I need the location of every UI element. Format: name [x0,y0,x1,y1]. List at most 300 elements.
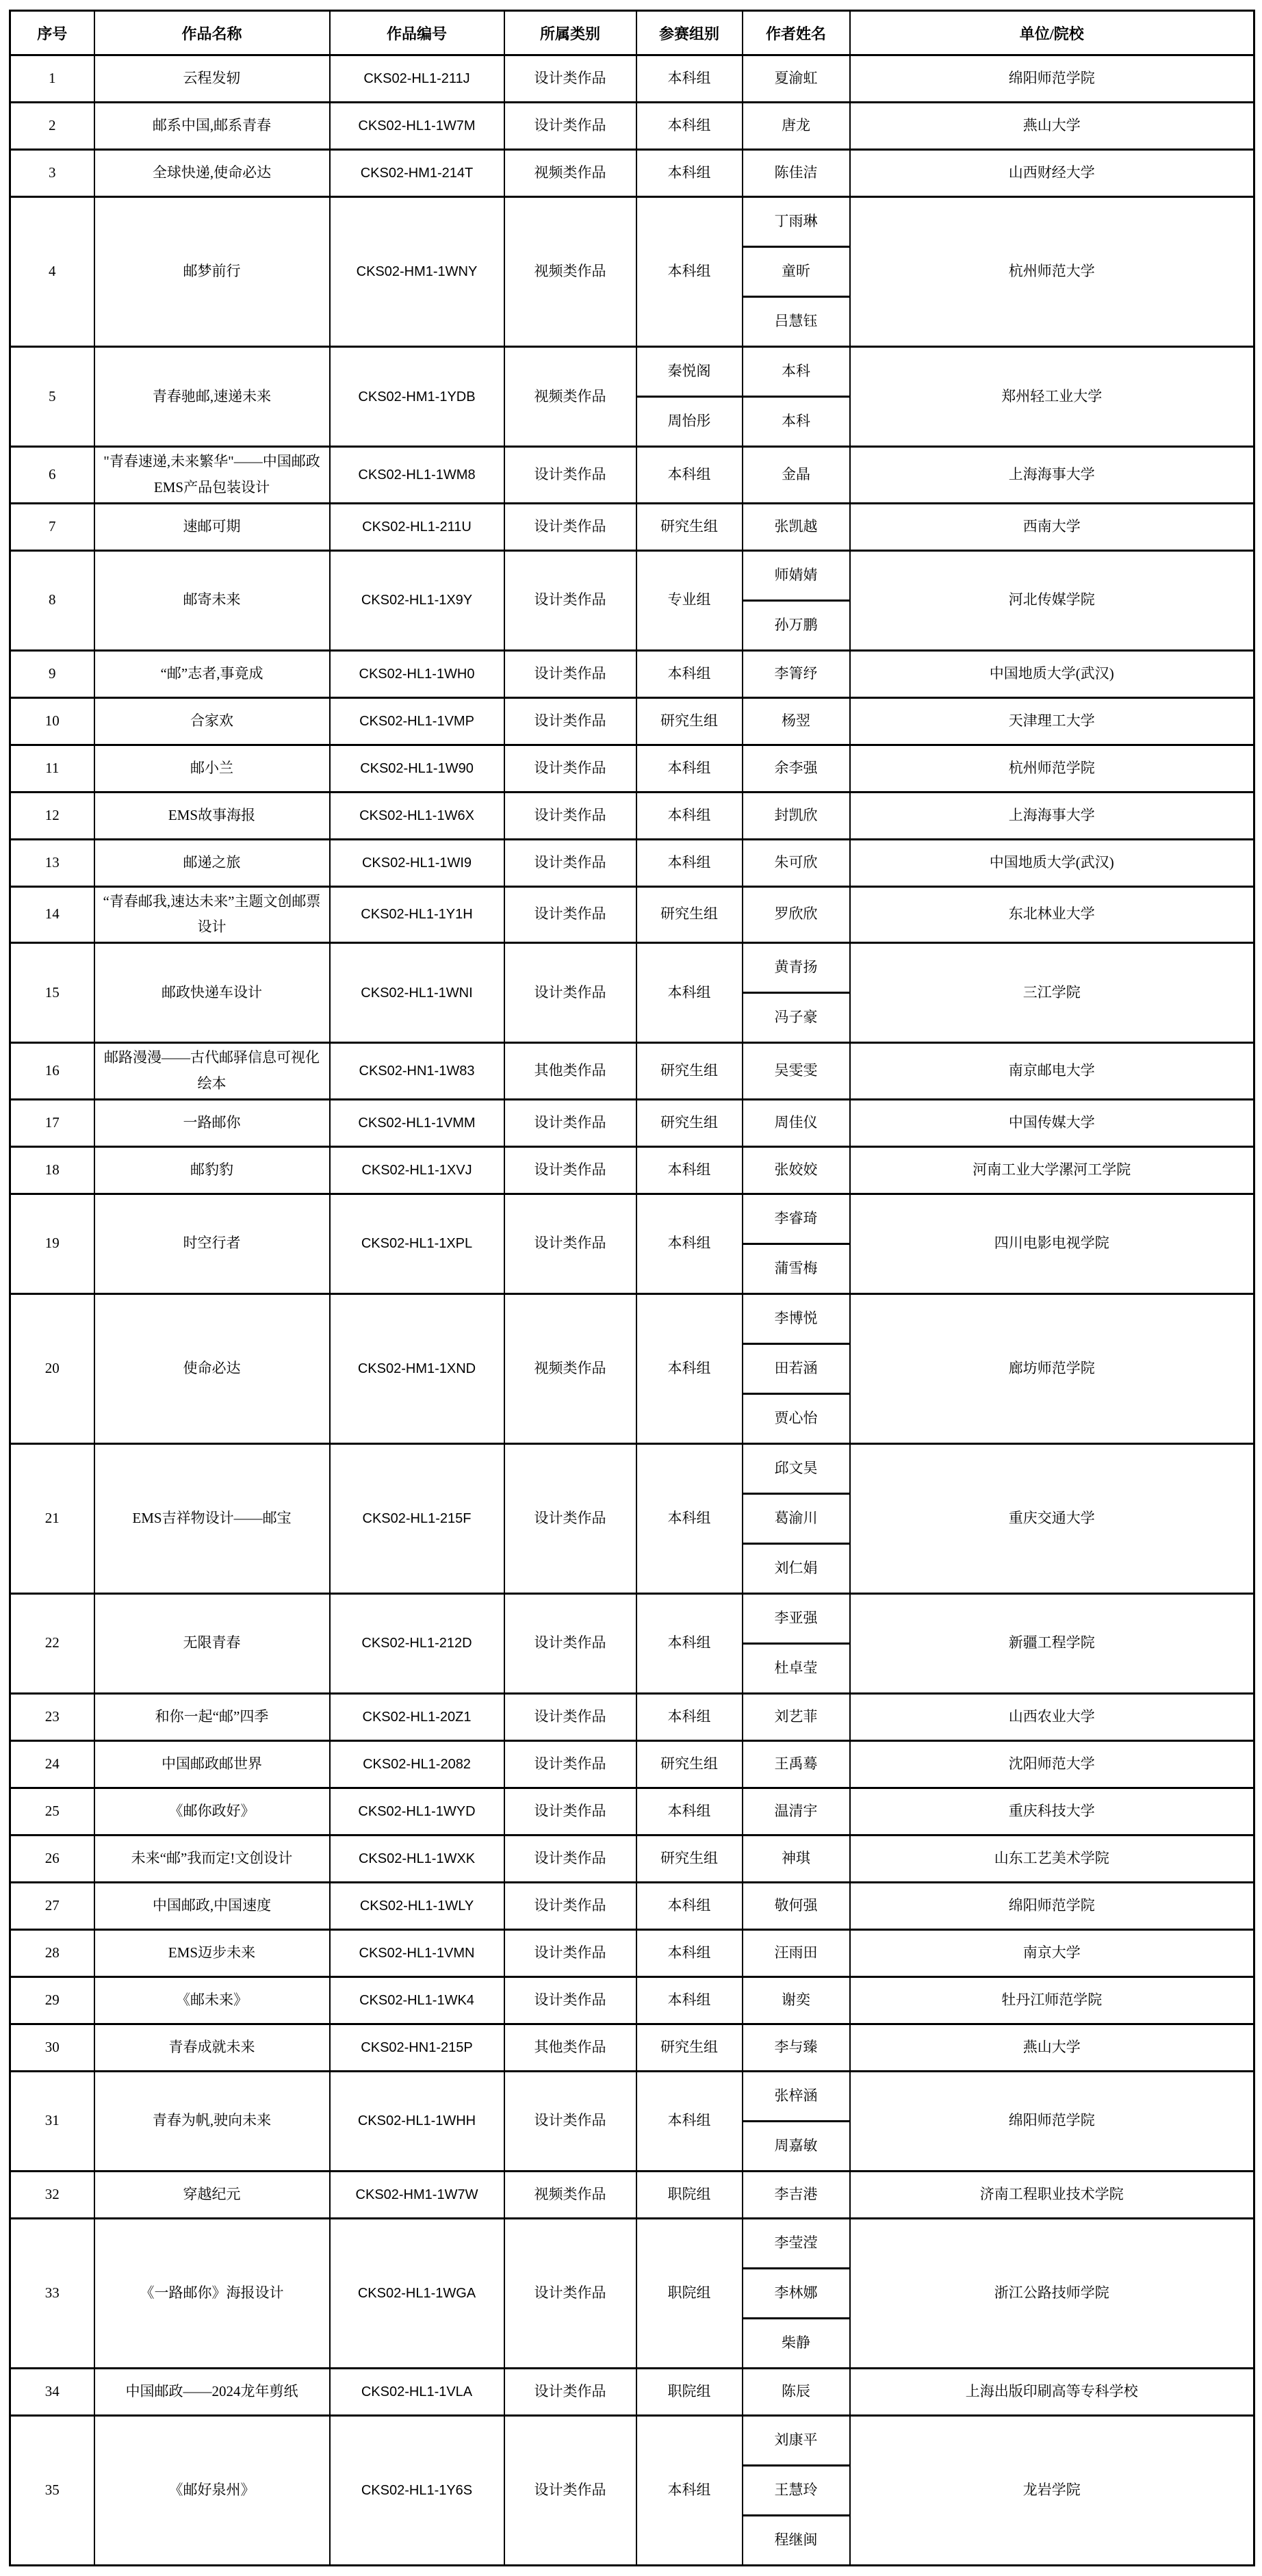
cell-group [636,1146,743,1194]
cell-category [504,943,636,1043]
table-row [10,1882,1254,1929]
cell-authors-text: 汪雨田 [774,1944,818,1961]
cell-title [94,943,330,1043]
table-body [10,55,1254,2566]
author-name: 周嘉敏 [743,2120,849,2170]
cell-authors [743,697,850,745]
cell-no [10,1043,94,1100]
cell-no [10,650,94,697]
cell-group-text: 本科组 [667,806,711,823]
cell-code [330,1593,504,1693]
cell-title-text: 未来“邮”我而定!文创设计 [131,1849,293,1866]
cell-institution-text: 绵阳师范学院 [1008,70,1095,87]
cell-authors [743,1443,850,1593]
cell-category [504,2368,636,2415]
table-row [10,550,1254,650]
author-name: 李莹滢 [774,2234,818,2251]
cell-title [94,1293,330,1443]
cell-no-text: 6 [49,465,56,482]
cell-title-text: 《一路邮你》海报设计 [140,2284,284,2301]
cell-title [94,792,330,839]
cell-category [504,1146,636,1194]
cell-authors-text: 陈佳洁 [774,164,818,181]
cell-authors-text: 杨翌 [782,712,810,729]
cell-category-text: 设计类作品 [534,2382,606,2399]
column-header-title: 作品名称 [94,11,330,55]
cell-institution [850,1693,1254,1740]
cell-institution [850,347,1254,447]
column-header-code: 作品编号 [330,11,504,55]
cell-category-text: 设计类作品 [534,517,606,534]
cell-institution [850,1194,1254,1293]
cell-code-text: CKS02-HL1-1WXK [358,1851,476,1866]
cell-title [94,886,330,943]
cell-authors-text: 谢奕 [782,1991,810,2008]
author-name: 李睿琦 [774,1209,818,1226]
cell-title [94,1929,330,1976]
cell-institution-text: 新疆工程学院 [1008,1634,1095,1651]
cell-code [330,550,504,650]
cell-category-text: 设计类作品 [534,591,606,608]
cell-title [94,1593,330,1693]
cell-title [94,1882,330,1929]
cell-code [330,2218,504,2368]
cell-authors-text: 李箐纾 [774,665,818,682]
cell-group [636,697,743,745]
cell-title-text: 邮寄未来 [183,591,241,608]
table-row [10,2368,1254,2415]
cell-no [10,1593,94,1693]
cell-title-text: EMS迈步未来 [168,1944,256,1961]
cell-authors-text: 金晶 [782,465,810,482]
cell-group [636,1929,743,1976]
cell-authors [743,2368,850,2415]
cell-title [94,1043,330,1100]
author-name: 冯子豪 [743,992,849,1042]
cell-category [504,503,636,550]
cell-no-text: 7 [49,517,56,534]
cell-group-text: 本科组 [667,465,711,482]
cell-group-text: 研究生组 [660,1062,718,1079]
table-row [10,55,1254,103]
cell-title-text: 云程发轫 [183,70,241,87]
cell-code [330,2415,504,2565]
cell-group-text: 本科组 [667,117,711,134]
cell-title [94,2218,330,2368]
cell-code-text: CKS02-HL1-211J [363,71,470,86]
cell-group-text: 本科组 [667,164,711,181]
group-entry: 周怡彤 [637,396,742,446]
cell-title-text: "青春速递,未来繁华"——中国邮政EMS产品包装设计 [103,453,320,495]
table-row [10,1293,1254,1443]
cell-category [504,1194,636,1293]
cell-code-text: CKS02-HL1-1W90 [360,760,474,776]
cell-no [10,1788,94,1835]
cell-no-text: 30 [44,2038,60,2055]
cell-group-text: 职院组 [667,2185,711,2202]
cell-title-text: 邮梦前行 [183,263,241,280]
cell-no [10,2368,94,2415]
cell-group [636,2368,743,2415]
cell-group-text: 本科组 [667,1235,711,1252]
cell-authors [743,839,850,886]
cell-institution-text: 廊坊师范学院 [1008,1359,1095,1376]
cell-code-text: CKS02-HL1-1WYD [358,1803,476,1819]
cell-authors [743,943,850,1043]
cell-institution [850,103,1254,150]
cell-title-text: 邮路漫漫——古代邮驿信息可视化绘本 [104,1049,320,1092]
cell-group-text: 本科组 [667,759,711,776]
cell-title-text: 合家欢 [190,712,233,729]
cell-institution [850,1929,1254,1976]
author-name: 程继闽 [743,2514,849,2564]
cell-category-text: 设计类作品 [534,1161,606,1178]
cell-no-text: 11 [45,759,60,776]
cell-no [10,503,94,550]
cell-title [94,55,330,103]
cell-authors [743,503,850,550]
cell-code-text: CKS02-HL1-1W6X [359,808,474,823]
cell-no-text: 25 [44,1802,60,1819]
cell-authors [743,1146,850,1194]
cell-group [636,550,743,650]
cell-code-text: CKS02-HL1-1WGA [357,2285,476,2301]
cell-category [504,1693,636,1740]
cell-category [504,197,636,347]
cell-category-text: 设计类作品 [534,70,606,87]
cell-title [94,503,330,550]
cell-no-text: 17 [44,1113,60,1131]
cell-code-text: CKS02-HL1-1VMN [359,1945,475,1961]
table-row [10,2024,1254,2071]
cell-code [330,1194,504,1293]
cell-category [504,150,636,197]
cell-no-text: 4 [49,263,56,280]
cell-title-text: 《邮你政好》 [168,1802,255,1819]
cell-title-text: 青春成就未来 [168,2038,255,2055]
cell-code-text: CKS02-HL1-1VLA [361,2384,473,2399]
cell-no-text: 3 [49,164,56,181]
cell-group-text: 本科组 [667,1944,711,1961]
cell-title [94,447,330,504]
author-name: 李亚强 [774,1609,818,1626]
cell-group [636,2415,743,2565]
cell-code [330,1099,504,1146]
cell-code [330,943,504,1043]
cell-category-text: 其他类作品 [534,2038,606,2055]
cell-category [504,839,636,886]
cell-group-text: 本科组 [667,1634,711,1651]
cell-authors [743,1043,850,1100]
table-row [10,1976,1254,2024]
cell-group-text: 本科组 [667,1509,711,1526]
cell-title-text: 邮递之旅 [183,853,241,871]
table-row [10,1099,1254,1146]
cell-no-text: 20 [44,1359,60,1376]
cell-no-text: 32 [44,2185,60,2202]
author-name: 王慧玲 [743,2464,849,2514]
cell-institution [850,55,1254,103]
cell-no [10,2171,94,2218]
cell-code [330,347,504,447]
cell-code [330,650,504,697]
cell-code-text: CKS02-HL1-1Y1H [361,907,473,923]
table-row [10,347,1254,447]
cell-category-text: 设计类作品 [534,759,606,776]
cell-group-text: 本科组 [667,1802,711,1819]
cell-title-text: EMS故事海报 [168,806,256,823]
cell-category [504,550,636,650]
table-row [10,197,1254,347]
cell-authors [743,1593,850,1693]
cell-authors [743,1693,850,1740]
cell-category [504,1835,636,1882]
cell-authors [743,347,850,447]
cell-no [10,2218,94,2368]
cell-authors [743,2171,850,2218]
cell-category [504,447,636,504]
cell-group [636,2024,743,2071]
cell-institution-text: 东北林业大学 [1008,905,1095,923]
cell-title [94,197,330,347]
cell-institution-text: 山东工艺美术学院 [994,1849,1109,1866]
cell-category [504,1043,636,1100]
cell-category-text: 设计类作品 [534,1509,606,1526]
cell-title-text: 邮小兰 [190,759,233,776]
author-name: 本科 [743,396,849,446]
cell-no-text: 13 [44,853,60,871]
cell-no [10,886,94,943]
cell-institution [850,792,1254,839]
cell-group [636,197,743,347]
cell-institution-text: 燕山大学 [1022,2038,1081,2055]
cell-no [10,1976,94,2024]
cell-title [94,745,330,792]
cell-title [94,150,330,197]
cell-code [330,697,504,745]
cell-institution-text: 三江学院 [1022,983,1081,1001]
cell-title [94,697,330,745]
cell-no [10,197,94,347]
cell-no [10,697,94,745]
cell-institution [850,886,1254,943]
cell-authors [743,103,850,150]
cell-code-text: CKS02-HL1-1WM8 [358,467,476,482]
cell-institution [850,1043,1254,1100]
cell-institution-text: 重庆科技大学 [1008,1802,1095,1819]
table-header [10,11,1254,55]
cell-authors [743,1740,850,1788]
cell-title [94,2071,330,2171]
cell-title-text: 速邮可期 [183,517,241,534]
cell-code-text: CKS02-HL1-1Y6S [361,2482,473,2498]
cell-institution [850,1443,1254,1593]
cell-code-text: CKS02-HL1-1XPL [361,1236,473,1252]
cell-authors [743,1194,850,1293]
cell-no [10,943,94,1043]
cell-institution-text: 浙江公路技师学院 [994,2284,1109,2301]
table-row [10,2218,1254,2368]
cell-category-text: 设计类作品 [534,1944,606,1961]
author-name: 柴静 [743,2317,849,2367]
cell-code [330,1788,504,1835]
cell-authors [743,2415,850,2565]
cell-group [636,1194,743,1293]
cell-code [330,150,504,197]
cell-code-text: CKS02-HM1-1YDB [358,389,476,404]
cell-authors-text: 罗欣欣 [774,905,818,923]
cell-group-text: 本科组 [667,665,711,682]
cell-code-text: CKS02-HL1-1W7M [358,118,476,133]
cell-institution [850,745,1254,792]
cell-category-text: 设计类作品 [534,1235,606,1252]
cell-no-text: 10 [44,712,60,729]
cell-authors [743,447,850,504]
cell-title [94,1194,330,1293]
cell-category [504,1293,636,1443]
cell-title-text: 《邮未来》 [176,1991,248,2008]
cell-institution [850,197,1254,347]
cell-group-text: 本科组 [667,70,711,87]
cell-no [10,792,94,839]
cell-group-text: 本科组 [667,2481,711,2498]
cell-group [636,55,743,103]
cell-code-text: CKS02-HL1-1X9Y [361,593,473,608]
cell-title [94,1693,330,1740]
cell-institution [850,2368,1254,2415]
cell-institution [850,2171,1254,2218]
cell-authors [743,1835,850,1882]
cell-code [330,197,504,347]
cell-no-text: 19 [44,1235,60,1252]
cell-institution-text: 上海海事大学 [1008,465,1095,482]
cell-title [94,1099,330,1146]
cell-institution [850,1835,1254,1882]
cell-institution-text: 河南工业大学漯河工学院 [973,1161,1131,1178]
table-row [10,2071,1254,2171]
cell-institution [850,1146,1254,1194]
cell-category [504,745,636,792]
cell-title-text: 青春为帆,驶向未来 [152,2112,272,2129]
table-row [10,1693,1254,1740]
cell-group-text: 本科组 [667,1359,711,1376]
cell-title-text: 邮豹豹 [190,1161,233,1178]
cell-group-text: 本科组 [667,1991,711,2008]
cell-title-text: 全球快递,使命必达 [152,164,272,181]
cell-institution-text: 南京大学 [1022,1944,1081,1961]
cell-authors [743,2218,850,2368]
cell-no [10,1443,94,1593]
cell-group [636,2071,743,2171]
cell-category-text: 设计类作品 [534,1755,606,1772]
cell-group [636,1099,743,1146]
cell-code [330,1043,504,1100]
cell-code [330,503,504,550]
cell-no-text: 27 [44,1896,60,1914]
author-name: 丁雨琳 [774,213,818,230]
cell-institution-text: 中国地质大学(武汉) [989,665,1114,682]
cell-code-text: CKS02-HL1-1WLY [359,1898,474,1914]
cell-no-text: 8 [49,591,56,608]
column-header-category: 所属类别 [504,11,636,55]
cell-code [330,1443,504,1593]
cell-category [504,2171,636,2218]
cell-title [94,1976,330,2024]
cell-no-text: 29 [44,1991,60,2008]
table-row [10,1788,1254,1835]
table-row [10,745,1254,792]
cell-title [94,2368,330,2415]
cell-institution-text: 山西财经大学 [1008,164,1095,181]
cell-code-text: CKS02-HL1-1VMM [358,1115,476,1131]
cell-authors [743,55,850,103]
cell-authors [743,1099,850,1146]
cell-institution [850,650,1254,697]
cell-category-text: 视频类作品 [534,2185,606,2202]
cell-category-text: 设计类作品 [534,1708,606,1725]
cell-authors [743,1788,850,1835]
cell-institution [850,943,1254,1043]
cell-no-text: 18 [44,1161,60,1178]
cell-no [10,1835,94,1882]
cell-group [636,745,743,792]
cell-authors-text: 陈辰 [782,2382,810,2399]
table-row [10,1194,1254,1293]
cell-no-text: 35 [44,2481,60,2498]
cell-category-text: 设计类作品 [534,1634,606,1651]
cell-no-text: 34 [44,2382,60,2399]
cell-group [636,1593,743,1693]
cell-institution [850,2024,1254,2071]
cell-group-text: 本科组 [667,1708,711,1725]
table-row [10,839,1254,886]
cell-no [10,2415,94,2565]
cell-title-text: 一路邮你 [183,1113,241,1131]
cell-code [330,2071,504,2171]
cell-group [636,347,743,447]
cell-group-text: 本科组 [667,1161,711,1178]
cell-category [504,886,636,943]
cell-code-text: CKS02-HL1-211U [362,519,472,534]
cell-no [10,55,94,103]
cell-institution [850,1740,1254,1788]
cell-category-text: 设计类作品 [534,905,606,923]
cell-no [10,2024,94,2071]
table-row [10,2171,1254,2218]
cell-title-text: 时空行者 [183,1235,241,1252]
cell-category [504,347,636,447]
cell-institution [850,2071,1254,2171]
cell-no [10,839,94,886]
cell-title-text: 和你一起“邮”四季 [155,1708,269,1725]
author-name: 贾心怡 [743,1393,849,1443]
cell-no-text: 5 [49,387,56,404]
cell-code-text: CKS02-HL1-20Z1 [362,1709,472,1725]
cell-authors [743,150,850,197]
column-header-no: 序号 [10,11,94,55]
cell-authors-text: 唐龙 [782,117,810,134]
cell-code [330,1293,504,1443]
cell-title [94,1740,330,1788]
cell-group [636,2171,743,2218]
cell-code-text: CKS02-HL1-1WHH [357,2113,476,2129]
cell-institution-text: 河北传媒学院 [1008,591,1095,608]
cell-code [330,745,504,792]
cell-group [636,650,743,697]
cell-authors-text: 朱可欣 [774,853,818,871]
cell-code-text: CKS02-HL1-2082 [363,1756,471,1772]
cell-no-text: 22 [44,1634,60,1651]
